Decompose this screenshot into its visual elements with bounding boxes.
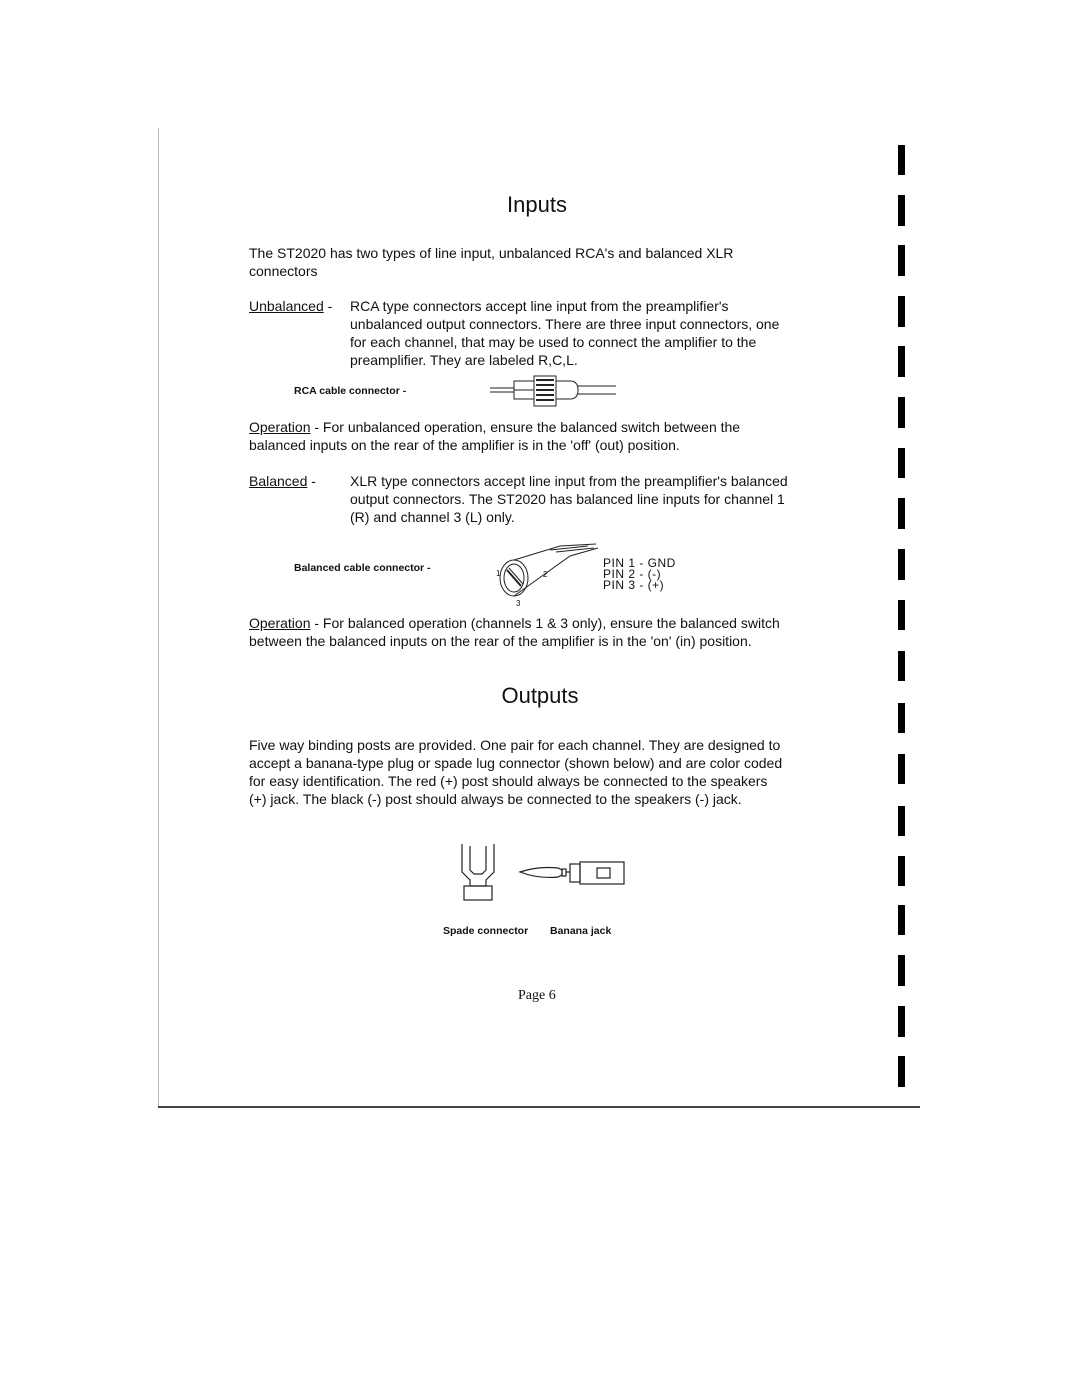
operation-term: Operation bbox=[249, 615, 311, 631]
outputs-heading: Outputs bbox=[501, 683, 579, 708]
banana-jack-illustration bbox=[518, 858, 628, 888]
balanced-line: XLR type connectors accept line input from the preamplifier's balanced bbox=[350, 473, 788, 489]
binding-bar bbox=[898, 296, 905, 327]
unbalanced-dash: - bbox=[323, 298, 333, 314]
inputs-intro bbox=[249, 244, 849, 280]
outputs-line: for easy identification. The red (+) post should always be connected to the speakers bbox=[249, 773, 768, 789]
rca-caption: RCA cable connector - bbox=[294, 385, 407, 397]
spade-caption: Spade connector bbox=[443, 925, 529, 937]
binding-bar bbox=[898, 397, 905, 428]
binding-bar bbox=[898, 145, 905, 175]
operation-term: Operation bbox=[249, 419, 311, 435]
page-left-border bbox=[158, 128, 159, 1108]
xlr-pin-number: 3 bbox=[516, 599, 521, 608]
intro-line: The ST2020 has two types of line input, unbalanced RCA's and balanced XLR bbox=[249, 245, 734, 261]
binding-bar bbox=[898, 549, 905, 580]
outputs-line: accept a banana-type plug or spade lug connector (shown below) and are color coded bbox=[249, 755, 783, 771]
operation-balanced bbox=[249, 614, 869, 650]
operation-unbalanced bbox=[249, 418, 869, 454]
spade-connector-illustration bbox=[458, 842, 498, 912]
binding-bar bbox=[898, 703, 905, 733]
xlr-pin-number: 1 bbox=[496, 569, 501, 578]
binding-bar bbox=[898, 955, 905, 986]
binding-bar bbox=[898, 651, 905, 681]
page-bottom-border bbox=[158, 1106, 920, 1108]
xlr-pin-number: 2 bbox=[543, 570, 548, 579]
operation-text: balanced inputs on the rear of the amplifier is in the 'off' (out) position. bbox=[249, 437, 680, 453]
binding-bar bbox=[898, 905, 905, 935]
xlr-connector-illustration bbox=[490, 540, 610, 612]
pin-label: PIN 3 - (+) bbox=[603, 578, 665, 592]
balanced-description bbox=[350, 472, 870, 526]
banana-caption: Banana jack bbox=[550, 925, 612, 937]
balanced-term: Balanced bbox=[249, 473, 308, 489]
binding-bar bbox=[898, 754, 905, 784]
binding-bar bbox=[898, 245, 905, 276]
inputs-heading: Inputs bbox=[507, 192, 567, 217]
xlr-caption: Balanced cable connector - bbox=[294, 562, 431, 574]
balanced-dash: - bbox=[307, 473, 316, 489]
binding-bar bbox=[898, 195, 905, 226]
intro-line: connectors bbox=[249, 263, 318, 279]
unbalanced-line: RCA type connectors accept line input from the preamplifier's bbox=[350, 298, 729, 314]
unbalanced-line: unbalanced output connectors. There are three input connectors, one bbox=[350, 316, 780, 332]
unbalanced-line: for each channel, that may be used to connect the amplifier to the bbox=[350, 334, 757, 350]
binding-bar bbox=[898, 806, 905, 836]
unbalanced-term: Unbalanced bbox=[249, 298, 324, 314]
xlr-pin-legend bbox=[603, 558, 676, 591]
binding-bar bbox=[898, 498, 905, 529]
operation-text: - For unbalanced operation, ensure the balanced switch between the bbox=[310, 419, 741, 435]
outputs-description bbox=[249, 736, 869, 808]
outputs-line: Five way binding posts are provided. One pair for each channel. They are designed to bbox=[249, 737, 781, 753]
unbalanced-description bbox=[350, 297, 860, 369]
pin-label: PIN 2 - (-) bbox=[603, 567, 662, 581]
binding-bar bbox=[898, 346, 905, 377]
binding-bar bbox=[898, 448, 905, 478]
balanced-line: (R) and channel 3 (L) only. bbox=[350, 509, 515, 525]
binding-bar bbox=[898, 1006, 905, 1037]
operation-text: - For balanced operation (channels 1 & 3 only), ensure the balanced switch bbox=[310, 615, 780, 631]
unbalanced-line: preamplifier. They are labeled R,C,L. bbox=[350, 352, 578, 368]
rca-connector-illustration bbox=[490, 371, 620, 411]
binding-bar bbox=[898, 1056, 905, 1087]
balanced-line: output connectors. The ST2020 has balanced line inputs for channel 1 bbox=[350, 491, 785, 507]
balanced-term-label bbox=[249, 472, 316, 490]
binding-bar bbox=[898, 600, 905, 630]
unbalanced-term-label bbox=[249, 297, 332, 315]
outputs-line: (+) jack. The black (-) post should always be connected to the speakers (-) jack. bbox=[249, 791, 742, 807]
pin-label: PIN 1 - GND bbox=[603, 556, 676, 570]
page-number: Page 6 bbox=[518, 988, 556, 1003]
operation-text: between the balanced inputs on the rear of the amplifier is in the 'on' (in) position. bbox=[249, 633, 752, 649]
binding-bar bbox=[898, 856, 905, 886]
